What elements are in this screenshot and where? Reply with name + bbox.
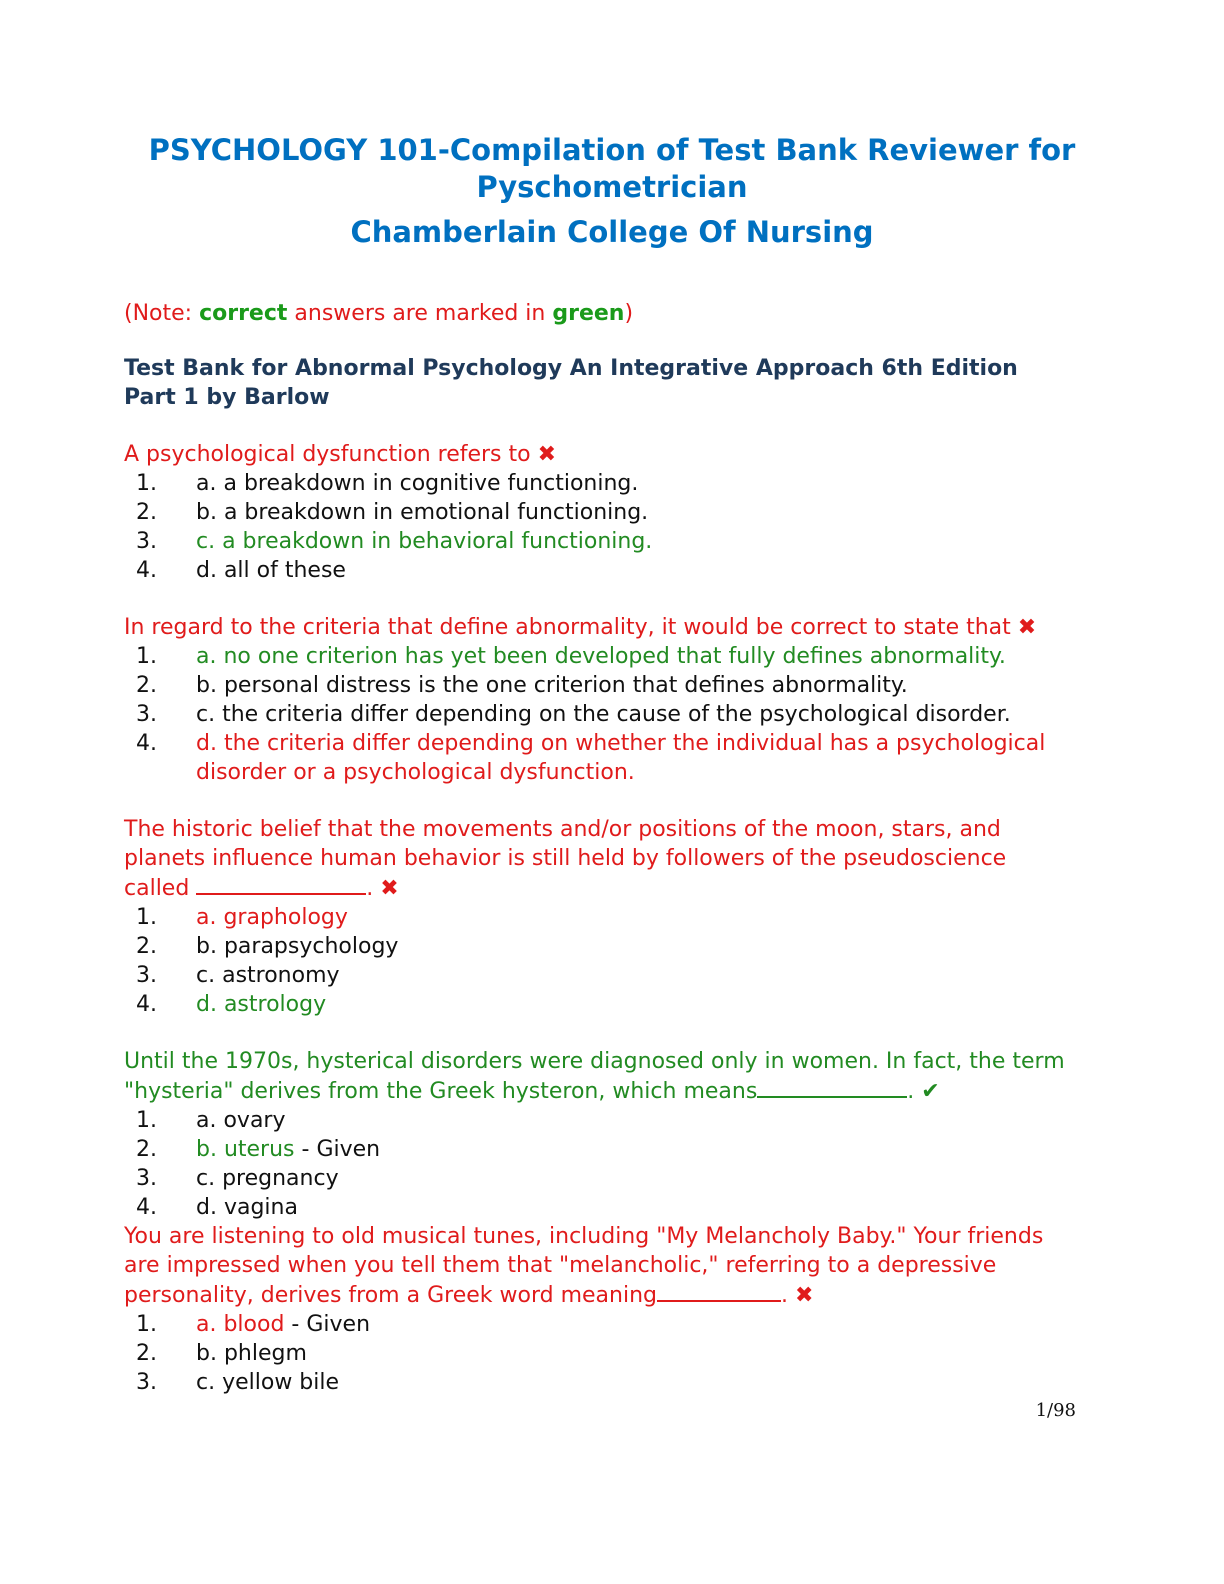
option-number: 4.	[136, 992, 157, 1017]
option-number: 3.	[136, 1370, 157, 1395]
correct-check-icon: ✔	[921, 1079, 940, 1104]
note-close: )	[624, 301, 634, 326]
option-text: a. a breakdown in cognitive functioning.	[196, 471, 639, 496]
option-text: c. a breakdown in behavioral functioning.	[196, 529, 653, 554]
option-text: c. yellow bile	[196, 1370, 340, 1395]
option-item	[124, 1164, 1074, 1193]
question-2	[124, 613, 1074, 787]
option-text: b. uterus	[196, 1137, 295, 1162]
page-number: 1/98	[1035, 1400, 1076, 1421]
section-heading: Test Bank for Abnormal Psychology An Integrative Approach 6th Edition Part 1 by Barlow	[124, 356, 1018, 410]
option-item-correct	[124, 1135, 1074, 1164]
option-text: b. phlegm	[196, 1341, 307, 1366]
option-number: 3.	[136, 1166, 157, 1191]
option-item	[124, 556, 1074, 585]
answer-blank	[757, 1076, 907, 1098]
option-number: 3.	[136, 702, 157, 727]
option-number: 4.	[136, 1195, 157, 1220]
option-item-correct	[124, 642, 1074, 671]
question-3-text	[124, 815, 1074, 903]
given-label: - Given	[284, 1312, 371, 1337]
answer-blank	[657, 1280, 781, 1302]
document-body	[124, 298, 1074, 1397]
question-5	[124, 1222, 1074, 1397]
option-text: c. the criteria differ depending on the cause of the psychological disorder.	[196, 702, 1011, 727]
option-item	[124, 1193, 1074, 1222]
document-title	[100, 132, 1124, 251]
option-text: d. vagina	[196, 1195, 298, 1220]
option-text: b. parapsychology	[196, 934, 399, 959]
incorrect-mark-icon: ✖	[794, 1283, 814, 1308]
option-number: 2.	[136, 500, 157, 525]
option-number: 2.	[136, 934, 157, 959]
option-text: a. no one criterion has yet been developed that fully defines abnormality.	[196, 644, 1006, 669]
option-text: b. personal distress is the one criterion that defines abnormality.	[196, 673, 908, 698]
question-3-tail: .	[366, 876, 381, 901]
question-1-stem: A psychological dysfunction refers to	[124, 442, 538, 467]
option-text: d. astrology	[196, 992, 327, 1017]
question-2-stem: In regard to the criteria that define abnormality, it would be correct to state that	[124, 615, 1018, 640]
question-3	[124, 815, 1074, 1019]
question-5-stem: You are listening to old musical tunes, including "My Melancholy Baby." Your friends are impressed when you tell them that "melancholic," referring to a depressive personality, derives from a Greek word meaning	[124, 1224, 1044, 1308]
incorrect-mark-icon: ✖	[1017, 615, 1037, 640]
question-1-options	[124, 469, 1074, 585]
option-item	[124, 671, 1074, 700]
option-number: 3.	[136, 529, 157, 554]
option-number: 1.	[136, 905, 157, 930]
option-text: b. a breakdown in emotional functioning.	[196, 500, 649, 525]
option-number: 2.	[136, 1341, 157, 1366]
given-label: - Given	[294, 1137, 381, 1162]
option-number: 2.	[136, 673, 157, 698]
title-line-1: PSYCHOLOGY 101-Compilation of Test Bank Reviewer for	[148, 133, 1076, 167]
option-number: 1.	[136, 644, 157, 669]
option-text: c. astronomy	[196, 963, 340, 988]
note-open: (Note:	[124, 301, 200, 326]
option-text: a. graphology	[196, 905, 348, 930]
note-middle: answers are marked in	[287, 301, 553, 326]
option-item	[124, 700, 1074, 729]
incorrect-mark-icon: ✖	[380, 876, 399, 901]
title-line-3: Chamberlain College Of Nursing	[350, 215, 874, 249]
option-number: 1.	[136, 471, 157, 496]
note-green-word: green	[552, 301, 625, 326]
option-item-correct	[124, 527, 1074, 556]
option-item	[124, 498, 1074, 527]
option-item-selected-wrong	[124, 1310, 1074, 1339]
question-3-stem: The historic belief that the movements and/or positions of the moon, stars, and planets influence human behavior is still held by followers of the pseudoscience called	[124, 817, 1007, 901]
question-4-stem: Until the 1970s, hysterical disorders were diagnosed only in women. In fact, the term "hysteria" derives from the Greek hysteron, which means	[124, 1049, 1065, 1104]
option-number: 2.	[136, 1137, 157, 1162]
option-item	[124, 469, 1074, 498]
answer-blank	[196, 873, 366, 895]
option-item	[124, 1368, 1074, 1397]
option-item	[124, 932, 1074, 961]
option-number: 4.	[136, 558, 157, 583]
title-line-2: Pyschometrician	[476, 170, 748, 204]
option-item	[124, 1339, 1074, 1368]
option-item-selected-wrong	[124, 729, 1074, 787]
question-5-tail: .	[780, 1283, 795, 1308]
option-text: d. the criteria differ depending on whether the individual has a psychological disorder or a psychological dysfunction.	[196, 731, 1046, 785]
option-number: 3.	[136, 963, 157, 988]
option-item	[124, 961, 1074, 990]
question-5-options	[124, 1310, 1074, 1397]
option-item-selected-wrong	[124, 903, 1074, 932]
option-number: 1.	[136, 1312, 157, 1337]
option-item	[124, 1106, 1074, 1135]
question-4	[124, 1047, 1074, 1222]
note-correct-word: correct	[199, 301, 288, 326]
question-5-text	[124, 1222, 1074, 1310]
question-1-text	[124, 440, 1074, 469]
option-number: 1.	[136, 1108, 157, 1133]
question-4-text	[124, 1047, 1074, 1106]
incorrect-mark-icon: ✖	[537, 442, 557, 467]
option-text: c. pregnancy	[196, 1166, 339, 1191]
question-2-options	[124, 642, 1074, 787]
option-text: a. ovary	[196, 1108, 286, 1133]
question-4-options	[124, 1106, 1074, 1222]
option-text: a. blood	[196, 1312, 285, 1337]
option-item-correct	[124, 990, 1074, 1019]
option-number: 4.	[136, 731, 157, 756]
question-1	[124, 440, 1074, 585]
question-4-tail: .	[907, 1079, 922, 1104]
question-2-text	[124, 613, 1074, 642]
question-3-options	[124, 903, 1074, 1019]
option-text: d. all of these	[196, 558, 346, 583]
answer-key-note	[124, 298, 1074, 330]
